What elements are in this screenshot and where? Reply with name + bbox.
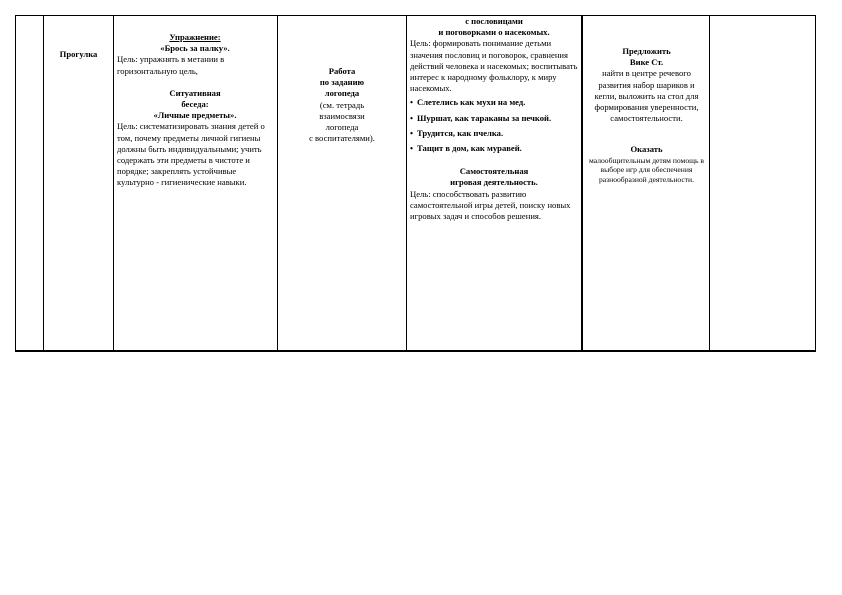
proverb-item: • Трудится, как пчелка. <box>410 127 504 138</box>
row-label: Прогулка <box>59 49 98 59</box>
help-text: малообщительным детям помощь в выборе игр для обеспечения разнообразной деятельности. <box>589 155 704 185</box>
proverb-item: • Шуршат, как тараканы за печкой. <box>410 112 552 123</box>
work-line-5: взаимосвязи <box>319 110 365 121</box>
work-line-3: логопеда <box>324 88 360 99</box>
activity-goal: Цель: способствовать развитию самостоятельной игры детей, поиску новых игровых задач и способов решения. <box>410 188 571 222</box>
offer-text: найти в центре речевого развития набор шариков и кегли, выложить на стол для формирования уверенности, самостоятельности. <box>594 68 699 124</box>
offer-name: Вике Ст. <box>629 57 664 68</box>
column-divider <box>277 16 278 350</box>
help-title: Оказать <box>630 144 663 155</box>
talk-goal: Цель: систематизировать знания детей о том, почему предметы личной гигиены должны быть индивидуальными; учить содержать эти предметы в чистоте и порядке; закреплять устойчивые культурно - гигиенические навыки. <box>117 121 265 188</box>
activity-title-1: Самостоятельная <box>459 166 529 177</box>
bullet-icon: • <box>410 112 414 123</box>
exercise-title: Упражнение: <box>169 32 221 42</box>
work-line-4: (см. тетрадь <box>319 99 365 110</box>
proverb-item: • Слетелись как мухи на мед. <box>410 97 526 108</box>
proverbs-cell <box>410 16 578 350</box>
plan-table <box>15 15 816 352</box>
column-divider <box>43 16 44 350</box>
talk-name: «Личные предметы». <box>153 110 237 121</box>
proverbs-list <box>410 97 578 154</box>
bullet-icon: • <box>410 143 414 154</box>
speech-therapy-cell <box>284 66 400 350</box>
work-line-7: с воспитателями). <box>309 133 375 144</box>
exercise-goal: Цель: упражнять в метании в горизонтальную цель, <box>117 54 225 76</box>
talk-title-1: Ситуативная <box>169 87 221 98</box>
column-divider <box>709 16 710 350</box>
proverbs-head-1: с пословицами <box>465 16 523 26</box>
proverbs-head-2: и поговорками о насекомых. <box>438 27 550 38</box>
row-label-cell <box>44 49 113 60</box>
exercise-name: «Брось за палку». <box>160 43 230 54</box>
column-divider <box>581 16 583 350</box>
talk-title-2: беседа: <box>181 99 209 110</box>
individual-work-cell <box>588 46 705 350</box>
offer-title: Предложить <box>622 46 671 56</box>
work-line-6: логопеда <box>325 122 359 133</box>
activity-title-2: игровая деятельность. <box>450 177 538 188</box>
proverb-item: • Тащит в дом, как муравей. <box>410 143 522 154</box>
work-line-2: по заданию <box>319 77 365 88</box>
column-divider <box>406 16 407 350</box>
exercise-cell <box>117 32 273 350</box>
bullet-icon: • <box>410 127 414 138</box>
work-line-1: Работа <box>328 66 356 76</box>
proverbs-goal: Цель: формировать понимание детьми значения пословиц и поговорок, сравнения действий человека и насекомых; воспитывать интерес к народному фольклору, к миру насекомых. <box>410 38 578 94</box>
bullet-icon: • <box>410 97 414 108</box>
column-divider <box>113 16 114 350</box>
